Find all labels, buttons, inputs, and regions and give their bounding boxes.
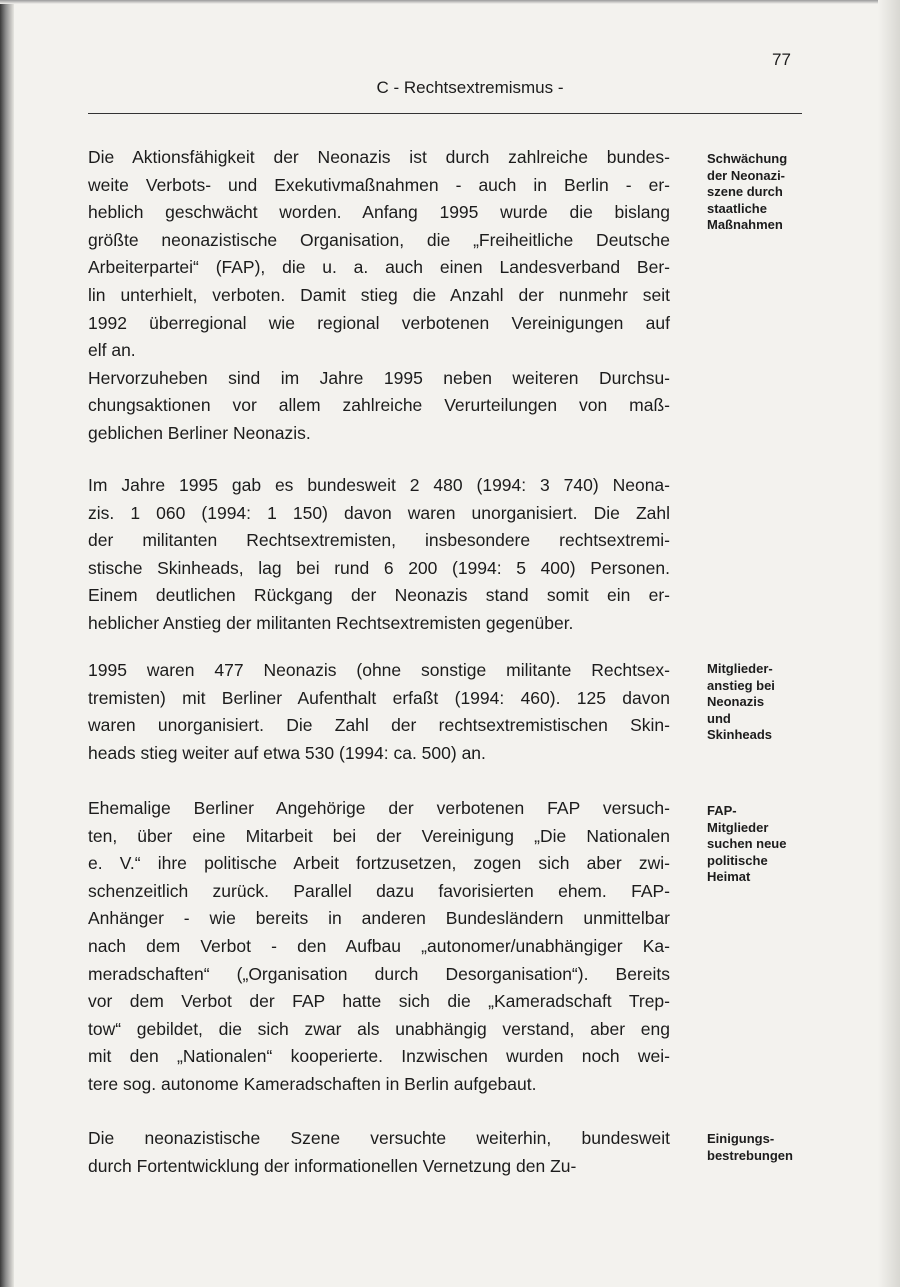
running-header: C - Rechtsextremismus -: [376, 78, 564, 97]
text-line: stische Skinheads, lag bei rund 6 200 (1994: 5 400) Personen.: [88, 557, 670, 578]
text-line: 1992 überregional wie regional verbotenen Vereinigungen auf: [88, 312, 670, 333]
margin-note-line: Mitglieder: [707, 819, 769, 835]
margin-note-line: und: [707, 710, 731, 726]
text-line: durch Fortentwicklung der informationellen Vernetzung den Zu-: [88, 1155, 577, 1176]
margin-note-line: Heimat: [707, 869, 751, 884]
text-line: Die Aktionsfähigkeit der Neonazis ist durch zahlreiche bundes-: [88, 147, 670, 167]
paragraph-berlinzahlen: [88, 657, 670, 767]
text-line: größte neonazistische Organisation, die „Freiheitliche Deutsche: [88, 229, 670, 250]
margin-note-einigung: [707, 1131, 827, 1164]
text-line: chungsaktionen vor allem zahlreiche Verurteilungen von maß-: [88, 395, 670, 416]
text-line: heblich geschwächt worden. Anfang 1995 wurde die bislang: [88, 202, 670, 223]
margin-note-line: Einigungs-: [707, 1131, 775, 1146]
scan-top-edge: [0, 0, 900, 4]
text-line: Hervorzuheben sind im Jahre 1995 neben weiteren Durchsu-: [88, 367, 670, 388]
margin-note-schwaechung: [707, 151, 827, 234]
margin-note-line: anstieg bei: [707, 677, 775, 693]
margin-note-line: der Neonazi-: [707, 167, 786, 183]
text-line: e. V.“ ihre politische Arbeit fortzusetzen, zogen sich aber zwi-: [88, 853, 670, 874]
paragraph-einigung: [88, 1125, 670, 1180]
text-line: der militanten Rechtsextremisten, insbesondere rechtsextremi-: [88, 530, 670, 551]
text-line: elf an.: [88, 340, 136, 361]
margin-note-line: Maßnahmen: [707, 217, 783, 232]
text-line: tremisten) mit Berliner Aufenthalt erfaßt (1994: 460). 125 davon: [88, 687, 670, 708]
text-line: Ehemalige Berliner Angehörige der verbotenen FAP versuch-: [88, 798, 670, 818]
text-line: Einem deutlichen Rückgang der Neonazis stand somit ein er-: [88, 585, 670, 606]
text-line: nach dem Verbot - den Aufbau „autonomer/unabhängiger Ka-: [88, 935, 670, 956]
page-number: 77: [772, 50, 791, 69]
text-line: geblichen Berliner Neonazis.: [88, 422, 311, 443]
text-line: Arbeiterpartei“ (FAP), die u. a. auch einen Landesverband Ber-: [88, 257, 670, 278]
text-line: schenzeitlich zurück. Parallel dazu favorisierten ehem. FAP-: [88, 880, 670, 901]
margin-note-line: staatliche: [707, 200, 767, 216]
text-line: zis. 1 060 (1994: 1 150) davon waren unorganisiert. Die Zahl: [88, 502, 670, 523]
text-line: heblicher Anstieg der militanten Rechtsextremisten gegenüber.: [88, 612, 574, 633]
margin-note-line: Schwächung: [707, 151, 788, 166]
margin-note-fap-heimat: [707, 803, 827, 886]
scan-right-edge: [878, 0, 900, 1287]
margin-note-line: Skinheads: [707, 727, 773, 742]
text-line: mit den „Nationalen“ kooperierte. Inzwischen wurden noch wei-: [88, 1046, 670, 1067]
text-line: ten, über eine Mitarbeit bei der Vereinigung „Die Nationalen: [88, 825, 670, 846]
margin-note-line: bestrebungen: [707, 1147, 793, 1163]
scan-edge: [0, 0, 14, 1287]
text-line: meradschaften“ („Organisation durch Desorganisation“). Bereits: [88, 963, 670, 984]
paragraph-bundeszahlen: [88, 472, 670, 638]
paragraph-fap-mitglieder: [88, 795, 670, 1099]
header-rule: [88, 113, 802, 114]
text-line: tere sog. autonome Kameradschaften in Berlin aufgebaut.: [88, 1073, 537, 1094]
text-line: lin unterhielt, verboten. Damit stieg die Anzahl der nunmehr seit: [88, 284, 670, 305]
text-line: heads stieg weiter auf etwa 530 (1994: ca. 500) an.: [88, 742, 486, 763]
text-line: vor dem Verbot der FAP hatte sich die „Kameradschaft Trep-: [88, 991, 670, 1012]
margin-note-line: Neonazis: [707, 694, 765, 709]
text-line: tow“ gebildet, die sich zwar als unabhängig verstand, aber eng: [88, 1018, 670, 1039]
paragraph-verbote: [88, 144, 670, 448]
margin-note-line: szene durch: [707, 184, 783, 199]
text-line: Anhänger - wie bereits in anderen Bundesländern unmittelbar: [88, 908, 670, 929]
margin-note-line: suchen neue: [707, 836, 787, 851]
margin-note-line: Mitglieder-: [707, 661, 773, 676]
text-line: Die neonazistische Szene versuchte weiterhin, bundesweit: [88, 1128, 670, 1148]
text-line: waren unorganisiert. Die Zahl der rechtsextremistischen Skin-: [88, 715, 670, 736]
margin-note-line: politische: [707, 852, 768, 868]
text-line: Im Jahre 1995 gab es bundesweit 2 480 (1994: 3 740) Neona-: [88, 475, 670, 495]
margin-note-line: FAP-: [707, 803, 737, 818]
text-line: weite Verbots- und Exekutivmaßnahmen - auch in Berlin - er-: [88, 174, 670, 195]
margin-note-mitgliederanstieg: [707, 661, 827, 744]
text-line: 1995 waren 477 Neonazis (ohne sonstige militante Rechtsex-: [88, 660, 670, 680]
